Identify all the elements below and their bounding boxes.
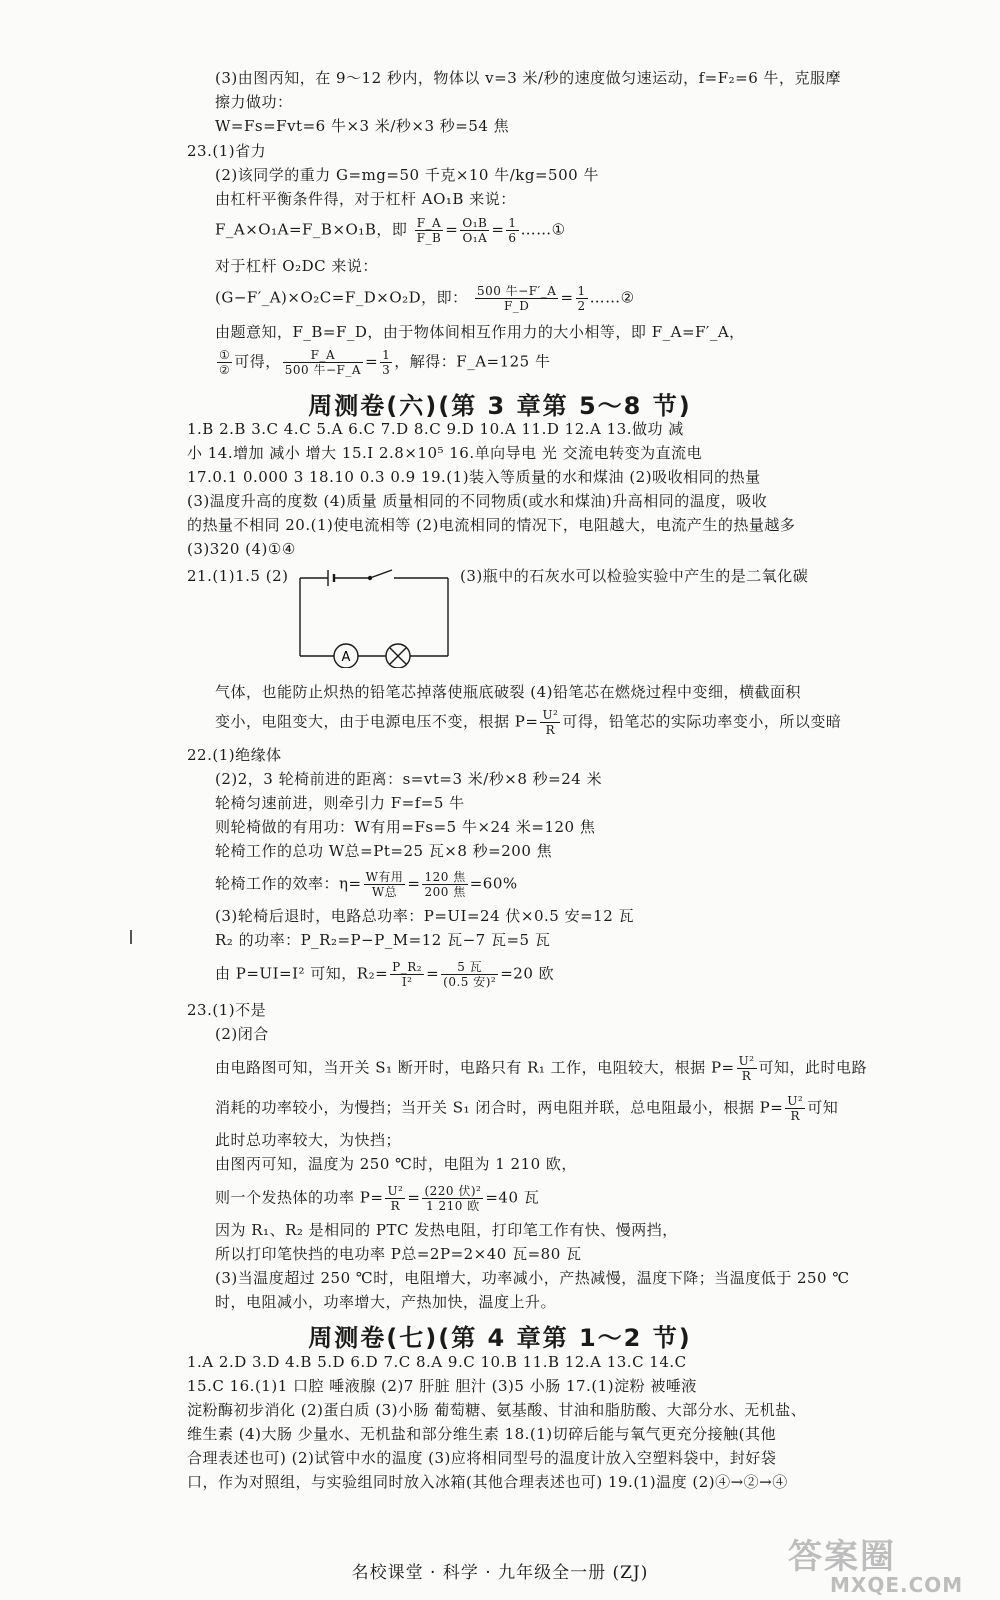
answer-line: 淀粉酶初步消化 (2)蛋白质 (3)小肠 葡萄糖、氨基酸、甘油和脂肪酸、大部分水、无机盐、 — [187, 1401, 807, 1419]
answer-line: 1.A 2.D 3.D 4.B 5.D 6.D 7.C 8.A 9.C 10.B 11.B 12.A 13.C 14.C — [187, 1353, 687, 1371]
text-line: (3)当温度超过 250 ℃时，电阻增大，功率减小，产热减慢，温度下降；当温度低于 250 ℃ — [215, 1269, 850, 1287]
section-heading-6: 周测卷(六)(第 3 章第 5～8 节) — [308, 392, 692, 420]
answer-line: 21.(1)1.5 (2) — [187, 567, 289, 585]
fraction: $\frac{1}{2}$ — [577, 284, 586, 313]
formula-line: 由 P=UI=I² 可知，R₂= $\frac{\text{P\_R₂}}{\text{I²}}$ = 5 瓦 (0.5 安)² =20 欧 — [215, 960, 555, 989]
formula-line: 轮椅工作的效率：η= W有用 W总 = 120 焦 200 焦 =60% — [215, 870, 518, 899]
answer-line: (3)320 (4)①④ — [187, 540, 296, 558]
formula-line: 则一个发热体的功率 P= $\frac{\text{U²}}{R}$ = (220 伏)² 1 210 欧 =40 瓦 — [215, 1184, 540, 1213]
answer-line: 气体，也能防止炽热的铅笔芯掉落使瓶底破裂 (4)铅笔芯在燃烧过程中变细，横截面积 — [215, 683, 802, 701]
question-23: 23.(1)不是 — [187, 1001, 267, 1019]
text-line: (3)轮椅后退时，电路总功率：P=UI=24 伏×0.5 安=12 瓦 — [215, 907, 635, 925]
formula-line: 消耗的功率较小，为慢挡；当开关 S₁ 闭合时，两电阻并联，总电阻最小，根据 P= $\frac{\text{U²}}{R}$ 可知 — [215, 1094, 839, 1123]
text-line: 轮椅工作的总功 W总=Pt=25 瓦×8 秒=200 焦 — [215, 842, 553, 860]
text-line: 此时总功率较大，为快挡； — [215, 1131, 402, 1149]
fraction: $\frac{\text{U²}}{R}$ — [787, 1094, 804, 1123]
formula-line: ① ② 可得， F_A 500 牛−F_A = $\frac{1}{3}$ ，解得：F_A=125 牛 — [219, 348, 551, 377]
formula-line: (G−F′_A)×O₂C=F_D×O₂D，即： 500 牛−F′_A F_D = $\frac{1}{2}$ ……② — [215, 284, 635, 313]
fraction: 120 焦 200 焦 — [424, 870, 466, 899]
fraction: F_A 500 牛−F_A — [284, 348, 362, 377]
circuit-diagram — [290, 568, 460, 668]
text-line: (2)该同学的重力 G=mg=50 千克×10 牛/kg=500 牛 — [215, 166, 599, 184]
fraction: $\frac{\text{U²}}{R}$ — [387, 1184, 404, 1213]
answer-line: 小 14.增加 减小 增大 15.Ⅰ 2.8×10⁵ 16.单向导电 光 交流电转变为直流电 — [187, 444, 703, 462]
text-line: 因为 R₁、R₂ 是相同的 PTC 发热电阻，打印笔工作有快、慢两挡， — [215, 1221, 678, 1239]
page-footer: 名校课堂 · 科学 · 九年级全一册 (ZJ) — [351, 1563, 649, 1583]
margin-mark — [130, 930, 132, 944]
fraction: $\frac{\text{U²}}{R}$ — [738, 1054, 755, 1083]
text-line: 对于杠杆 O₂DC 来说： — [215, 257, 378, 275]
text-line: 擦力做功： — [215, 93, 293, 111]
text-line: 由杠杆平衡条件得，对于杠杆 AO₁B 来说： — [215, 190, 516, 208]
text-line: (3)由图丙知，在 9～12 秒内，物体以 v=3 米/秒的速度做匀速运动，f=F₂=6 牛，克服摩 — [215, 69, 842, 87]
fraction: (220 伏)² 1 210 欧 — [424, 1184, 482, 1213]
switch-lever — [370, 570, 392, 578]
fraction: $\frac{F\_A}{F\_B}$ — [416, 216, 442, 245]
fraction: 5 瓦 (0.5 安)² — [443, 960, 497, 989]
fraction: $\frac{1}{6}$ — [508, 216, 517, 245]
watermark-logo: 答案圈 MXQE.COM — [788, 1537, 964, 1597]
text-line: 所以打印笔快挡的电功率 P总=2P=2×40 瓦=80 瓦 — [215, 1245, 582, 1263]
answer-line: 口，作为对照组，与实验组同时放入冰箱(其他合理表述也可) 19.(1)温度 (2)④→②→④ — [187, 1473, 788, 1491]
answer-line: 1.B 2.B 3.C 4.C 5.A 6.C 7.D 8.C 9.D 10.A 11.D 12.A 13.做功 减 — [187, 420, 684, 438]
answer-line: 17.0.1 0.000 3 18.10 0.3 0.9 19.(1)装入等质量的水和煤油 (2)吸收相同的热量 — [187, 468, 761, 486]
section-heading-7: 周测卷(七)(第 4 章第 1～2 节) — [308, 1324, 692, 1352]
fraction: $\frac{\text{U²}}{R}$ — [542, 708, 559, 737]
question-22: 22.(1)绝缘体 — [187, 746, 282, 764]
fraction: $\frac{1}{3}$ — [382, 348, 391, 377]
text-line: 由图丙可知，温度为 250 ℃时，电阻为 1 210 欧， — [215, 1155, 577, 1173]
fraction: $\frac{\text{O₁B}}{\text{O₁A}}$ — [462, 216, 488, 245]
text-line: (2)闭合 — [215, 1025, 269, 1043]
text-line: (2)2，3 轮椅前进的距离：s=vt=3 米/秒×8 秒=24 米 — [215, 770, 603, 788]
formula-line: 由电路图可知，当开关 S₁ 断开时，电路只有 R₁ 工作，电阻较大，根据 P= $\frac{\text{U²}}{R}$ 可知，此时电路 — [215, 1054, 868, 1083]
ammeter-label: A — [341, 650, 351, 665]
formula-line: 变小，电阻变大，由于电源电压不变，根据 P= $\frac{\text{U²}}{R}$ 可得，铅笔芯的实际功率变小，所以变暗 — [215, 708, 842, 737]
answer-line: 维生素 (4)大肠 少量水、无机盐和部分维生素 18.(1)切碎后能与氧气更充分接触(其他 — [187, 1425, 777, 1443]
text-line: 时，电阻减小，功率增大，产热加快，温度上升。 — [215, 1293, 557, 1311]
answer-line: 15.C 16.(1)1 口腔 唾液腺 (2)7 肝脏 胆汁 (3)5 小肠 17.(1)淀粉 被唾液 — [187, 1377, 697, 1395]
text-line: 则轮椅做的有用功：W有用=Fs=5 牛×24 米=120 焦 — [215, 818, 596, 836]
answer-line: 的热量不相同 20.(1)使电流相等 (2)电流相同的情况下，电阻越大，电流产生的热量越多 — [187, 516, 796, 534]
question-23: 23.(1)省力 — [187, 142, 267, 160]
fraction: W有用 W总 — [365, 870, 404, 899]
answer-line: (3)瓶中的石灰水可以检验实验中产生的是二氧化碳 — [460, 567, 809, 585]
formula-line: F_A×O₁A=F_B×O₁B，即 $\frac{F\_A}{F\_B}$ = $\frac{\text{O₁B}}{\text{O₁A}}$ = $\frac{1}{6}$ ……① — [215, 216, 566, 245]
fraction: ① ② — [219, 348, 231, 377]
fraction: 500 牛−F′_A F_D — [476, 284, 557, 313]
text-line: W=Fs=Fvt=6 牛×3 米/秒×3 秒=54 焦 — [215, 117, 510, 135]
fraction: $\frac{\text{P\_R₂}}{\text{I²}}$ — [392, 960, 423, 989]
answer-line: (3)温度升高的度数 (4)质量 质量相同的不同物质(或水和煤油)升高相同的温度，吸收 — [187, 492, 768, 510]
answer-line: 合理表述也可) (2)试管中水的温度 (3)应将相同型号的温度计放入空塑料袋中，封好袋 — [187, 1449, 777, 1467]
text-line: 由题意知，F_B=F_D，由于物体间相互作用力的大小相等，即 F_A=F′_A， — [215, 323, 745, 341]
text-line: 轮椅匀速前进，则牵引力 F=f=5 牛 — [215, 794, 465, 812]
text-line: R₂ 的功率：P_R₂=P−P_M=12 瓦−7 瓦=5 瓦 — [215, 931, 551, 949]
